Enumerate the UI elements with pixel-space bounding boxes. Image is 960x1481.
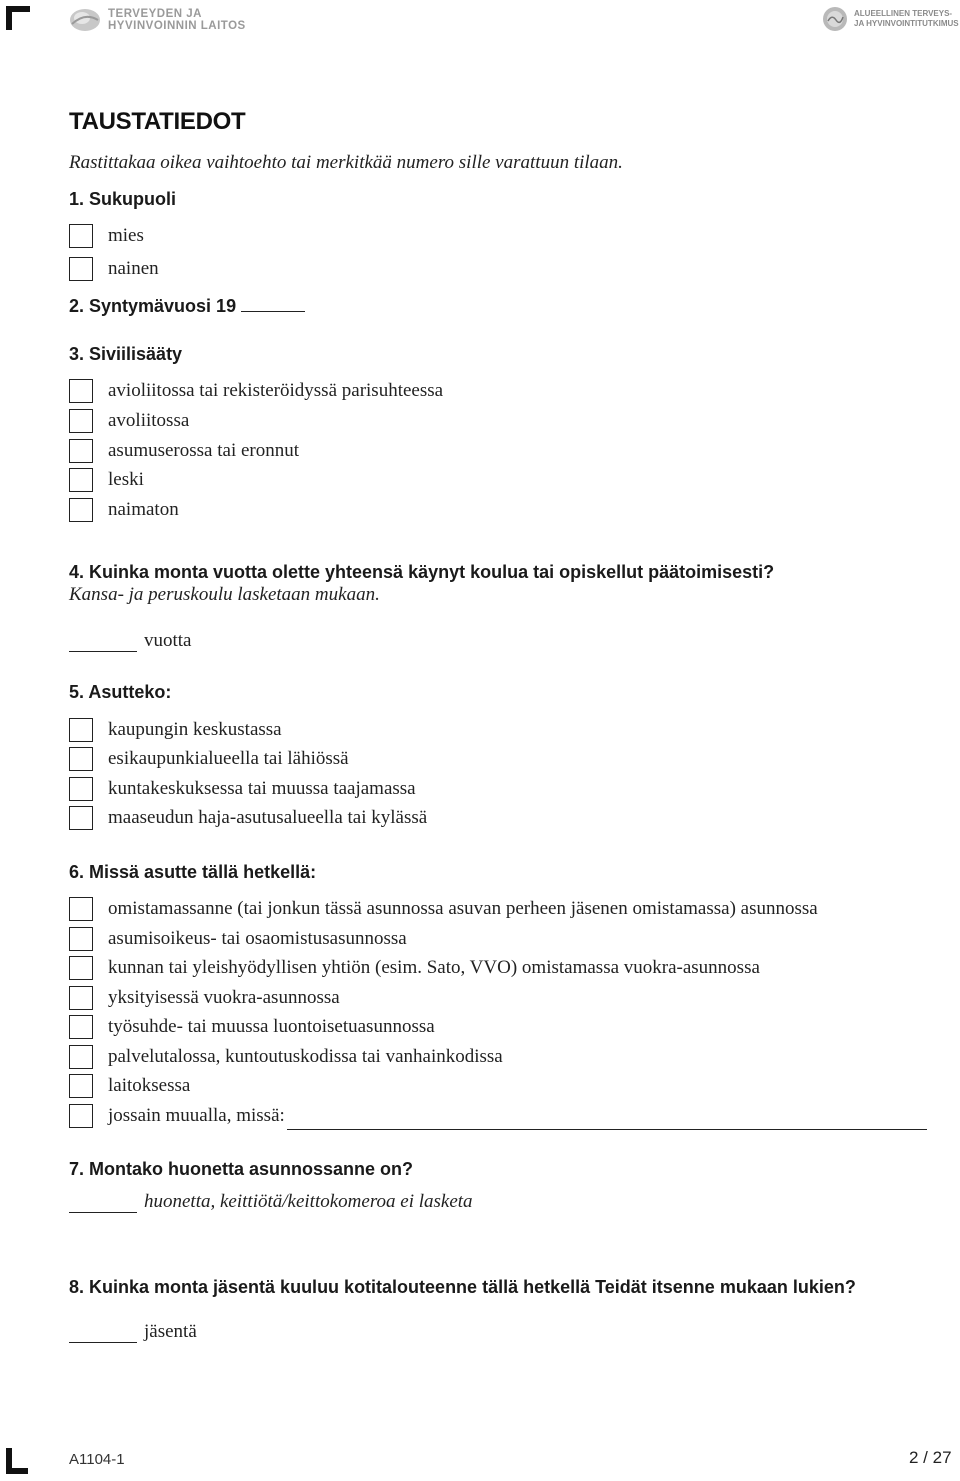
- q3-option-2[interactable]: avoliitossa: [69, 408, 189, 434]
- checkbox[interactable]: [69, 956, 93, 980]
- question-5-label: 5. Asutteko:: [69, 682, 172, 702]
- q3-option-5[interactable]: naimaton: [69, 497, 179, 523]
- checkbox[interactable]: [69, 1104, 93, 1128]
- checkbox[interactable]: [69, 498, 93, 522]
- thl-emblem-icon: [68, 6, 102, 34]
- q3-option-1[interactable]: avioliitossa tai rekisteröidyssä parisuhteessa: [69, 378, 443, 404]
- form-code: A1104-1: [69, 1451, 125, 1468]
- question-6-label: 6. Missä asutte tällä hetkellä:: [69, 862, 317, 882]
- q6-option-6[interactable]: palvelutalossa, kuntoutuskodissa tai vanhainkodissa: [69, 1044, 503, 1070]
- q6-option-8[interactable]: jossain muualla, missä:: [69, 1103, 927, 1129]
- checkbox[interactable]: [69, 224, 93, 248]
- checkbox[interactable]: [69, 806, 93, 830]
- logo-left-line1: TERVEYDEN JA: [108, 8, 202, 20]
- q5-option-4[interactable]: maaseudun haja-asutusalueella tai kylässä: [69, 805, 427, 831]
- thl-logo: [68, 6, 246, 34]
- q8-answer-line[interactable]: jäsentä: [69, 1321, 197, 1343]
- other-location-blank[interactable]: [287, 1128, 927, 1130]
- q6-option-7[interactable]: laitoksessa: [69, 1073, 190, 1099]
- checkbox[interactable]: [69, 718, 93, 742]
- q3-option-3[interactable]: asumuserossa tai eronnut: [69, 438, 299, 464]
- q1-option-mies[interactable]: mies: [69, 223, 144, 249]
- checkbox[interactable]: [69, 747, 93, 771]
- globe-emblem-icon: [822, 6, 848, 32]
- crop-mark-bottom-left: [6, 1448, 28, 1474]
- question-7-label: 7. Montako huonetta asunnossanne on?: [69, 1159, 414, 1179]
- q6-option-3[interactable]: kunnan tai yleishyödyllisen yhtiön (esim. Sato, VVO) omistamassa vuokra-asunnossa: [69, 955, 760, 981]
- checkbox[interactable]: [69, 897, 93, 921]
- rooms-blank[interactable]: [69, 1211, 137, 1213]
- crop-mark-top-left: [6, 6, 30, 30]
- instruction-text: Rastittakaa oikea vaihtoehto tai merkitkää numero sille varattuun tilaan.: [69, 152, 623, 173]
- checkbox[interactable]: [69, 777, 93, 801]
- q5-option-1[interactable]: kaupungin keskustassa: [69, 717, 282, 743]
- q5-option-3[interactable]: kuntakeskuksessa tai muussa taajamassa: [69, 776, 416, 802]
- page-title: TAUSTATIEDOT: [69, 108, 246, 135]
- logo-right-line2: JA HYVINVOINTITUTKIMUS: [854, 19, 959, 28]
- birth-year-blank[interactable]: [241, 310, 305, 312]
- question-2-label: 2. Syntymävuosi 19: [69, 296, 305, 317]
- question-4-note: Kansa- ja peruskoulu lasketaan mukaan.: [69, 584, 380, 605]
- q6-option-1[interactable]: omistamassanne (tai jonkun tässä asunnossa asuvan perheen jäsenen omistamassa) asunnossa: [69, 896, 818, 922]
- question-4-label: 4. Kuinka monta vuotta olette yhteensä käynyt koulua tai opiskellut päätoimisesti?: [69, 562, 775, 582]
- checkbox[interactable]: [69, 1074, 93, 1098]
- question-3-label: 3. Siviilisääty: [69, 344, 183, 364]
- question-1-label: 1. Sukupuoli: [69, 189, 177, 209]
- checkbox[interactable]: [69, 439, 93, 463]
- checkbox[interactable]: [69, 986, 93, 1010]
- logo-left-line2: HYVINVOINNIN LAITOS: [108, 20, 246, 32]
- years-blank[interactable]: [69, 650, 137, 652]
- q7-answer-line[interactable]: huonetta, keittiötä/keittokomeroa ei lasketa: [69, 1191, 473, 1213]
- checkbox[interactable]: [69, 1045, 93, 1069]
- checkbox[interactable]: [69, 409, 93, 433]
- q1-option-nainen[interactable]: nainen: [69, 256, 159, 282]
- checkbox[interactable]: [69, 468, 93, 492]
- members-blank[interactable]: [69, 1341, 137, 1343]
- aths-logo: [822, 6, 959, 32]
- checkbox[interactable]: [69, 1015, 93, 1039]
- q6-option-2[interactable]: asumisoikeus- tai osaomistusasunnossa: [69, 926, 407, 952]
- question-8-label: 8. Kuinka monta jäsentä kuuluu kotitalouteenne tällä hetkellä Teidät itsenne mukaan lukien?: [69, 1277, 856, 1297]
- logo-right-line1: ALUEELLINEN TERVEYS-: [854, 9, 953, 18]
- page-number: 2 / 27: [909, 1448, 952, 1467]
- q6-option-5[interactable]: työsuhde- tai muussa luontoisetuasunnossa: [69, 1014, 435, 1040]
- q5-option-2[interactable]: esikaupunkialueella tai lähiössä: [69, 746, 349, 772]
- checkbox[interactable]: [69, 379, 93, 403]
- q6-option-4[interactable]: yksityisessä vuokra-asunnossa: [69, 985, 340, 1011]
- q3-option-4[interactable]: leski: [69, 467, 144, 493]
- q4-answer-line[interactable]: vuotta: [69, 630, 192, 652]
- checkbox[interactable]: [69, 257, 93, 281]
- checkbox[interactable]: [69, 927, 93, 951]
